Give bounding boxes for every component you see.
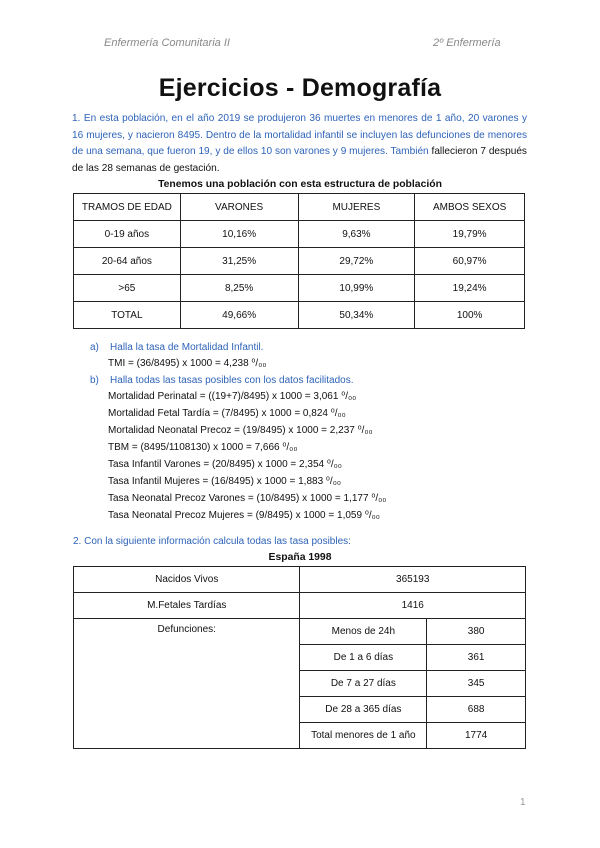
calc-tmi: TMI = (36/8495) x 1000 = 4,238 ⁰/₀₀ <box>108 358 267 369</box>
table-cell: >65 <box>74 275 181 302</box>
col-header: TRAMOS DE EDAD <box>74 194 181 221</box>
question-b <box>90 375 354 386</box>
calc-neonatal-precoz: Mortalidad Neonatal Precoz = (19/8495) x 1000 = 2,237 ⁰/₀₀ <box>108 425 373 436</box>
table1-caption: Tenemos una población con esta estructura de población <box>158 179 442 190</box>
table-cell: Menos de 24h <box>300 619 427 645</box>
table-cell: 361 <box>427 645 526 671</box>
header-course: Enfermería Comunitaria II <box>104 37 230 49</box>
table-row <box>74 593 526 619</box>
question-a <box>90 342 263 353</box>
calc-infantil-varones: Tasa Infantil Varones = (20/8495) x 1000 = 2,354 ⁰/₀₀ <box>108 459 342 470</box>
exercise-1-last-line: fallecieron 7 después de las 28 semanas de gestación. <box>72 146 527 175</box>
table-cell: 1774 <box>427 723 526 749</box>
table-cell: 688 <box>427 697 526 723</box>
table-cell: 100% <box>415 302 525 329</box>
table-cell: 365193 <box>300 567 526 593</box>
table-cell: Total menores de 1 año <box>300 723 427 749</box>
table-cell: De 28 a 365 días <box>300 697 427 723</box>
spain-1998-table <box>73 566 526 749</box>
calc-neonatal-varones: Tasa Neonatal Precoz Varones = (10/8495) x 1000 = 1,177 ⁰/₀₀ <box>108 493 387 504</box>
table-cell: 50,34% <box>298 302 415 329</box>
table-cell: 345 <box>427 671 526 697</box>
calc-neonatal-mujeres: Tasa Neonatal Precoz Mujeres = (9/8495) x 1000 = 1,059 ⁰/₀₀ <box>108 510 380 521</box>
table-cell: 60,97% <box>415 248 525 275</box>
table-cell: 0-19 años <box>74 221 181 248</box>
question-a-text: Halla la tasa de Mortalidad Infantil. <box>110 342 264 353</box>
calc-tbm: TBM = (8495/1108130) x 1000 = 7,666 ⁰/₀₀ <box>108 442 298 453</box>
page-title: Ejercicios - Demografía <box>158 74 442 102</box>
calc-fetal-tardia: Mortalidad Fetal Tardía = (7/8495) x 1000 = 0,824 ⁰/₀₀ <box>108 408 346 419</box>
table-cell: 8,25% <box>180 275 298 302</box>
table-cell: TOTAL <box>74 302 181 329</box>
table-cell: 19,79% <box>415 221 525 248</box>
table-cell: M.Fetales Tardías <box>74 593 300 619</box>
exercise-2-statement: 2. Con la siguiente información calcula todas las tasa posibles: <box>73 536 351 547</box>
page-number: 1 <box>520 797 526 808</box>
table-cell: 49,66% <box>180 302 298 329</box>
col-header: AMBOS SEXOS <box>415 194 525 221</box>
table-cell: Defunciones: <box>74 619 300 749</box>
table-row <box>74 275 525 302</box>
table-row <box>74 567 526 593</box>
population-structure-table <box>73 193 525 329</box>
table-cell: 9,63% <box>298 221 415 248</box>
table-cell: 20-64 años <box>74 248 181 275</box>
table-cell: 29,72% <box>298 248 415 275</box>
calc-infantil-mujeres: Tasa Infantil Mujeres = (16/8495) x 1000 = 1,883 ⁰/₀₀ <box>108 476 342 487</box>
table-cell: 10,99% <box>298 275 415 302</box>
table-cell: Nacidos Vivos <box>74 567 300 593</box>
exercise-1-text: 1. En esta población, en el año 2019 se produjeron 36 muertes en menores de 1 año, 20 varones y 16 mujeres, y nacieron 8495. Dentro de la mortalidad infantil se incluyen las defunciones de menores de una semana, que fueron 19, y de ellos 10 son varones y 9 mujeres. También <box>72 113 527 158</box>
table-total-row <box>74 302 525 329</box>
table-cell: 31,25% <box>180 248 298 275</box>
table-header-row <box>74 194 525 221</box>
question-a-label: a) <box>90 342 99 353</box>
table2-caption: España 1998 <box>268 552 332 563</box>
table-cell: De 1 a 6 días <box>300 645 427 671</box>
calc-perinatal: Mortalidad Perinatal = ((19+7)/8495) x 1000 = 3,061 ⁰/₀₀ <box>108 391 357 402</box>
table-row <box>74 221 525 248</box>
table-cell: 19,24% <box>415 275 525 302</box>
table-cell: De 7 a 27 días <box>300 671 427 697</box>
col-header: VARONES <box>180 194 298 221</box>
table-cell: 1416 <box>300 593 526 619</box>
col-header: MUJERES <box>298 194 415 221</box>
question-b-label: b) <box>90 375 99 386</box>
table-cell: 380 <box>427 619 526 645</box>
question-b-text: Halla todas las tasas posibles con los datos facilitados. <box>110 375 354 386</box>
table-row <box>74 248 525 275</box>
table-cell: 10,16% <box>180 221 298 248</box>
exercise-1-statement <box>72 111 527 178</box>
header-year: 2º Enfermería <box>433 37 501 49</box>
table-row <box>74 619 526 645</box>
